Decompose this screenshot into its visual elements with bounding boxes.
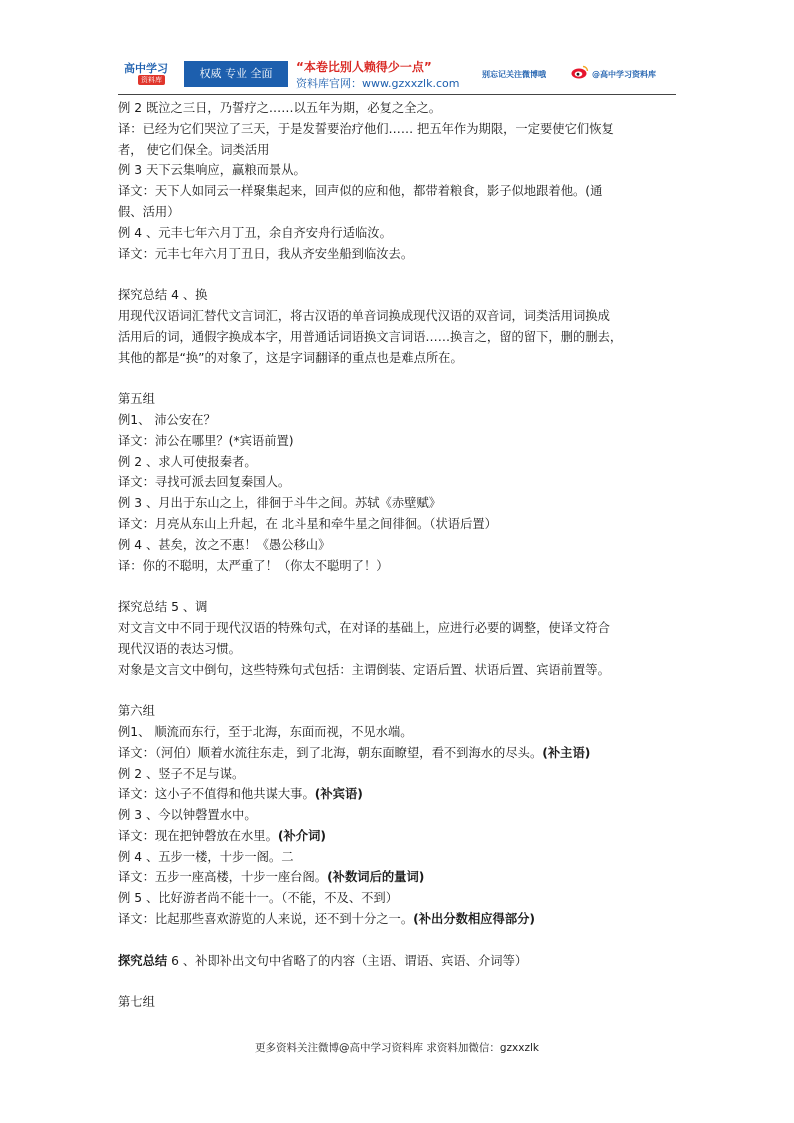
line-text: 例 3 、今以钟磬置水中。 (118, 808, 257, 823)
text-line (118, 722, 678, 743)
line-text: 活用后的词，通假字换成本字，用普通话词语换文言词语……换言之，留的留下，删的删去， (118, 329, 623, 344)
page-footer: 更多资料关注微博@高中学习资料库 求资料加微信：gzxxzlk (255, 1042, 539, 1054)
text-line (118, 306, 678, 327)
line-text: 对象是文言文中倒句，这些特殊句式包括：主谓倒装、定语后置、状语后置、宾语前置等。 (118, 662, 610, 677)
logo-subtext: 资料库 (138, 75, 165, 85)
text-line (118, 181, 678, 202)
text-line (118, 951, 678, 972)
text-line (118, 264, 678, 285)
slogan-box: 权威 专业 全面 (184, 61, 288, 87)
line-text: 例 3 天下云集响应，赢粮而景从。 (118, 163, 306, 178)
weibo-account: @高中学习资料库 (592, 70, 656, 79)
logo-text: 高中学习 (124, 62, 168, 75)
line-text: 第七组 (118, 995, 155, 1010)
text-line (118, 909, 678, 930)
text-line (118, 327, 678, 348)
text-line (118, 514, 678, 535)
text-line (118, 826, 678, 847)
line-text: 译文：比起那些喜欢游览的人来说，还不到十分之一。 (118, 912, 414, 927)
text-line (118, 285, 678, 306)
line-text: 译文：这小子不值得和他共谋大事。 (118, 787, 315, 802)
text-line (118, 660, 678, 681)
text-line (118, 847, 678, 868)
line-text: 第五组 (118, 392, 155, 407)
line-text: 6 、补即补出文句中省略了的内容（主语、谓语、宾语、介词等） (167, 953, 528, 968)
bold-annotation: (补主语) (542, 745, 591, 760)
line-text: 译：已经为它们哭泣了三天，于是发誓要治疗他们…… 把五年作为期限，一定要使它们恢复 (118, 121, 614, 136)
text-line (118, 597, 678, 618)
text-line (118, 764, 678, 785)
text-line (118, 888, 678, 909)
page-header (118, 56, 676, 95)
line-text: 译文：沛公在哪里？(*宾语前置) (118, 433, 294, 448)
text-line (118, 930, 678, 951)
text-line (118, 202, 678, 223)
line-text: 探究总结 5 、调 (118, 600, 208, 615)
line-text: 例 2 既泣之三日，乃誓疗之……以五年为期，必复之全之。 (118, 101, 442, 115)
text-line (118, 805, 678, 826)
document-body (118, 98, 678, 1013)
text-line (118, 639, 678, 660)
text-line (118, 368, 678, 389)
logo (124, 60, 176, 90)
line-text: 译文：天下人如同云一样聚集起来，回声似的应和他，都带着粮食，影子似地跟着他。(通 (118, 184, 603, 199)
text-line (118, 784, 678, 805)
text-line (118, 556, 678, 577)
text-line (118, 618, 678, 639)
text-line (118, 431, 678, 452)
text-line (118, 452, 678, 473)
line-text: 探究总结 4 、换 (118, 288, 208, 303)
text-line (118, 680, 678, 701)
line-text: 例 2 、竖子不足与谋。 (118, 766, 245, 781)
line-text: 现代汉语的表达习惯。 (118, 641, 241, 656)
line-text: 假、活用） (118, 204, 180, 219)
text-line (118, 971, 678, 992)
line-text: 例 4 、元丰七年六月丁丑，余自齐安舟行适临汝。 (118, 225, 392, 240)
text-line (118, 160, 678, 181)
line-text: 译文：寻找可派去回复秦国人。 (118, 475, 291, 490)
line-text: 者， 使它们保全。词类活用 (118, 142, 270, 157)
line-text: 例 4 、甚矣，汝之不惠！《愚公移山》 (118, 537, 331, 552)
line-text: 例 5 、比好游者尚不能十一。（不能，不及、不到） (118, 891, 399, 906)
text-line (118, 223, 678, 244)
weibo-note: 别忘记关注微博哦 (482, 70, 546, 79)
text-line (118, 244, 678, 265)
text-line (118, 119, 678, 140)
text-line (118, 701, 678, 722)
text-line (118, 493, 678, 514)
line-text: 译文：元丰七年六月丁丑日，我从齐安坐船到临汝去。 (118, 246, 414, 261)
line-text: 例1、 沛公安在？ (118, 412, 216, 427)
line-text: 第六组 (118, 704, 155, 719)
text-line (118, 992, 678, 1013)
line-text: 译文：（河伯）顺着水流往东走，到了北海，朝东面瞭望，看不到海水的尽头。 (118, 745, 543, 760)
line-text: 译文：现在把钟磬放在水里。 (118, 828, 278, 843)
text-line (118, 743, 678, 764)
bold-annotation: (补介词) (277, 828, 327, 843)
line-text: 译文：五步一座高楼，十步一座台阁。 (118, 870, 328, 885)
text-line (118, 389, 678, 410)
weibo-icon (571, 65, 589, 79)
line-text: 其他的都是“换”的对象了，这是字词翻译的重点也是难点所在。 (118, 350, 463, 365)
line-text: 用现代汉语词汇替代文言词汇，将古汉语的单音词换成现代汉语的双音词，词类活用词换成 (118, 308, 610, 323)
text-line (118, 472, 678, 493)
text-line (118, 98, 678, 119)
text-line (118, 576, 678, 597)
line-text: 译：你的不聪明，太严重了！（你太不聪明了！） (118, 558, 389, 573)
line-text: 例 3 、月出于东山之上，徘徊于斗牛之间。苏轼《赤壁赋》 (118, 496, 442, 511)
site-address: 资料库官网：www.gzxxzlk.com (296, 77, 460, 90)
line-text: 例 4 、五步一楼，十步一阁。二 (118, 849, 294, 864)
text-line (118, 348, 678, 369)
text-line (118, 410, 678, 431)
motto: “本卷比别人赖得少一点” (296, 60, 432, 74)
section-lead: 探究总结 (118, 953, 168, 968)
line-text: 例 2 、求人可使报秦者。 (118, 454, 257, 469)
line-text: 例1、 顺流而东行，至于北海，东面而视，不见水端。 (118, 724, 413, 739)
text-line (118, 867, 678, 888)
text-line (118, 535, 678, 556)
bold-annotation: (补宾语) (314, 787, 363, 802)
line-text: 译文：月亮从东山上升起，在 北斗星和牵牛星之间徘徊。（状语后置） (118, 516, 497, 531)
line-text: 对文言文中不同于现代汉语的特殊句式，在对译的基础上，应进行必要的调整，使译文符合 (118, 620, 610, 635)
bold-annotation: (补数词后的量词) (327, 870, 425, 885)
text-line (118, 140, 678, 161)
bold-annotation: (补出分数相应得部分) (413, 912, 536, 927)
